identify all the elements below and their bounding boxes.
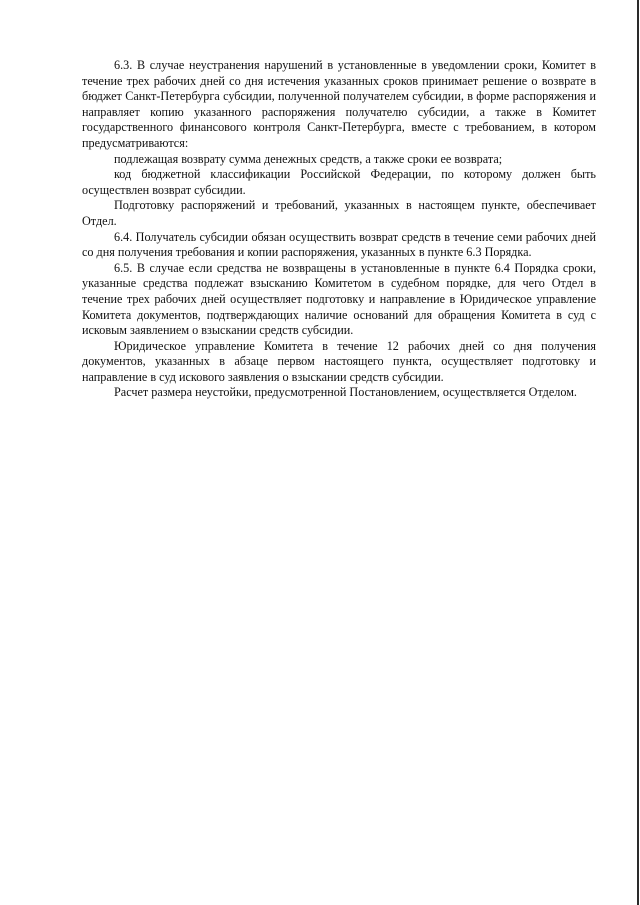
paragraph-6-4: 6.4. Получатель субсидии обязан осуществить возврат средств в течение семи рабочих дней со дня получения требования и копии распоряжения, указанных в пункте 6.3 Порядка. [82,229,596,260]
paragraph-legal-department: Юридическое управление Комитета в течение 12 рабочих дней со дня получения документов, указанных в абзаце первом настоящего пункта, осуществляет подготовку и направление в суд искового заявления о взыскании средств субсидии. [82,338,596,384]
paragraph-budget-code: код бюджетной классификации Российской Федерации, по которому должен быть осуществлен возврат субсидии. [82,167,596,197]
scan-edge-line [637,0,639,905]
paragraph-return-amount: подлежащая возврату сумма денежных средств, а также сроки ее возврата; [114,151,503,166]
document-body [82,58,596,401]
paragraph-6-3: 6.3. В случае неустранения нарушений в установленные в уведомлении сроки, Комитет в течение трех рабочих дней со дня истечения указанных сроков принимает решение о возврате в бюджет Санкт-Петербурга субсидии, полученной получателем субсидии, в форме распоряжения и направляет копию указанного распоряжения получателю субсидии, а также в Комитет государственного финансового контроля Санкт-Петербурга, вместе с требованием, в котором предусматриваются: [82,58,596,150]
paragraph-penalty: Расчет размера неустойки, предусмотренной Постановлением, осуществляется Отделом. [114,385,577,400]
paragraph-6-5: 6.5. В случае если средства не возвращены в установленные в пункте 6.4 Порядка сроки, указанные средства подлежат взысканию Комитетом в судебном порядке, для чего Отдел в течение трех рабочих дней осуществляет подготовку и направление в Юридическое управление Комитета документов, подтверждающих наличие оснований для обращения Комитета в суд с исковым заявлением о взыскании средств субсидии. [82,260,596,338]
paragraph-preparation: Подготовку распоряжений и требований, указанных в настоящем пункте, обеспечивает Отдел. [82,198,596,228]
